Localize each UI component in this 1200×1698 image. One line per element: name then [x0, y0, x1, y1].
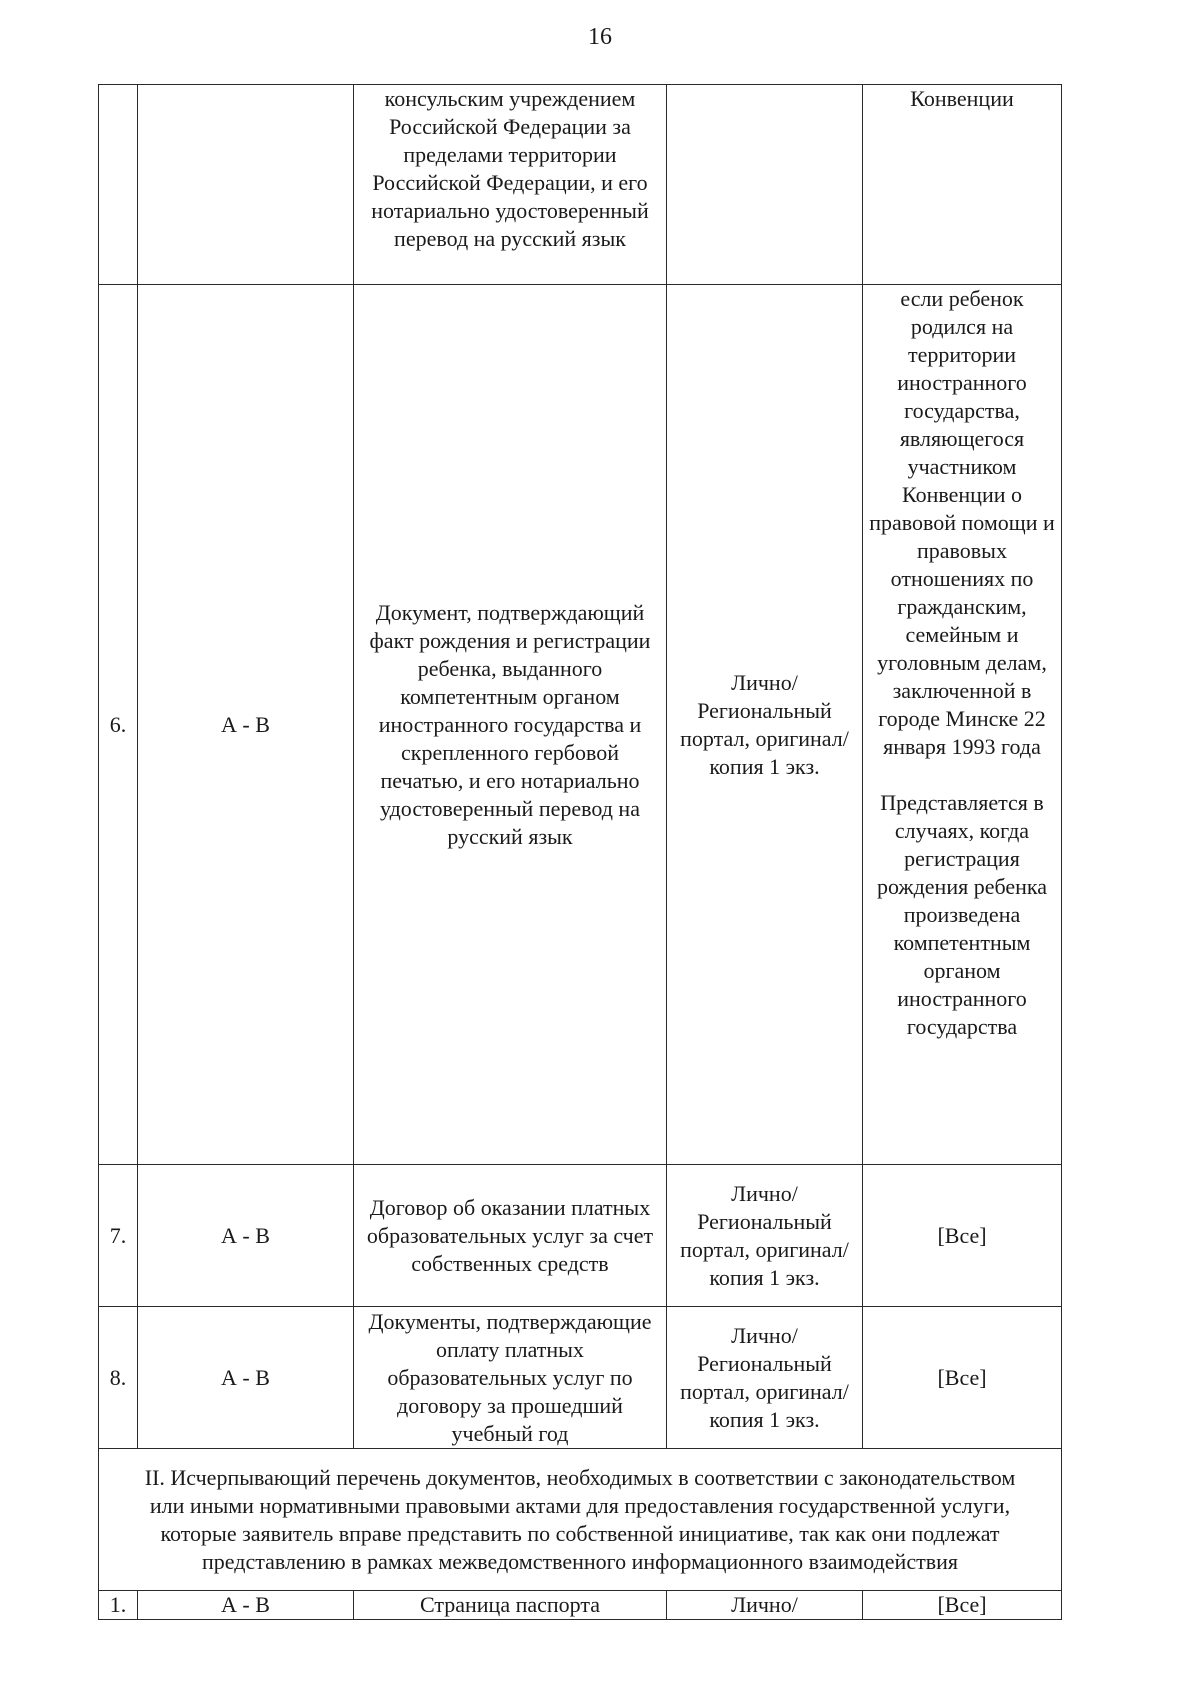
section-heading: II. Исчерпывающий перечень документов, необходимых в соответствии с законодательством или иными нормативными правовыми актами для предоставления государственной услуги, которые заявитель вправе представить по собственной инициативе, так как они подлежат представлению в рамках межведомственного информационного взаимодействия: [99, 1449, 1062, 1591]
row-number-cell: [99, 85, 138, 285]
condition-cell: [Все]: [863, 1591, 1062, 1620]
category-cell: [138, 85, 354, 285]
section-heading-row: [99, 1449, 1062, 1591]
condition-cell: [863, 285, 1062, 1165]
condition-cell: [Все]: [863, 1165, 1062, 1307]
table-row: [99, 1165, 1062, 1307]
condition-text-part1: если ребенок родился на территории иностранного государства, являющегося участником Конвенции о правовой помощи и правовых отношениях по гражданским, семейным и уголовным делам, заключенной в городе Минске 22 января 1993 года: [869, 286, 1055, 759]
table-row: [99, 85, 1062, 285]
condition-text-part2: Представляется в случаях, когда регистрация рождения ребенка произведена компетентным органом иностранного государства: [876, 790, 1048, 1039]
category-cell: А - В: [138, 1307, 354, 1449]
row-number-cell: 8.: [99, 1307, 138, 1449]
method-cell: Лично/: [667, 1591, 863, 1620]
documents-table: [98, 84, 1062, 1620]
document-cell: Страница паспорта: [354, 1591, 667, 1620]
condition-cell: [Все]: [863, 1307, 1062, 1449]
document-cell: Договор об оказании платных образовательных услуг за счет собственных средств: [354, 1165, 667, 1307]
document-cell: Документы, подтверждающие оплату платных образовательных услуг по договору за прошедший учебный год: [354, 1307, 667, 1449]
table-row: [99, 1307, 1062, 1449]
method-cell: Лично/ Региональный портал, оригинал/копия 1 экз.: [667, 1307, 863, 1449]
method-cell: [667, 85, 863, 285]
document-cell: Документ, подтверждающий факт рождения и регистрации ребенка, выданного компетентным органом иностранного государства и скрепленного гербовой печатью, и его нотариально удостоверенный перевод на русский язык: [354, 285, 667, 1165]
page-number: 16: [588, 24, 612, 50]
category-cell: А - В: [138, 285, 354, 1165]
row-number-cell: 6.: [99, 285, 138, 1165]
table-row: [99, 1591, 1062, 1620]
row-number-cell: 7.: [99, 1165, 138, 1307]
row-number-cell: 1.: [99, 1591, 138, 1620]
category-cell: А - В: [138, 1165, 354, 1307]
condition-cell: Конвенции: [863, 85, 1062, 285]
method-cell: Лично/ Региональный портал, оригинал/копия 1 экз.: [667, 285, 863, 1165]
table-row: [99, 285, 1062, 1165]
document-cell: консульским учреждением Российской Федерации за пределами территории Российской Федерации, и его нотариально удостоверенный перевод на русский язык: [354, 85, 667, 285]
category-cell: А - В: [138, 1591, 354, 1620]
method-cell: Лично/ Региональный портал, оригинал/копия 1 экз.: [667, 1165, 863, 1307]
